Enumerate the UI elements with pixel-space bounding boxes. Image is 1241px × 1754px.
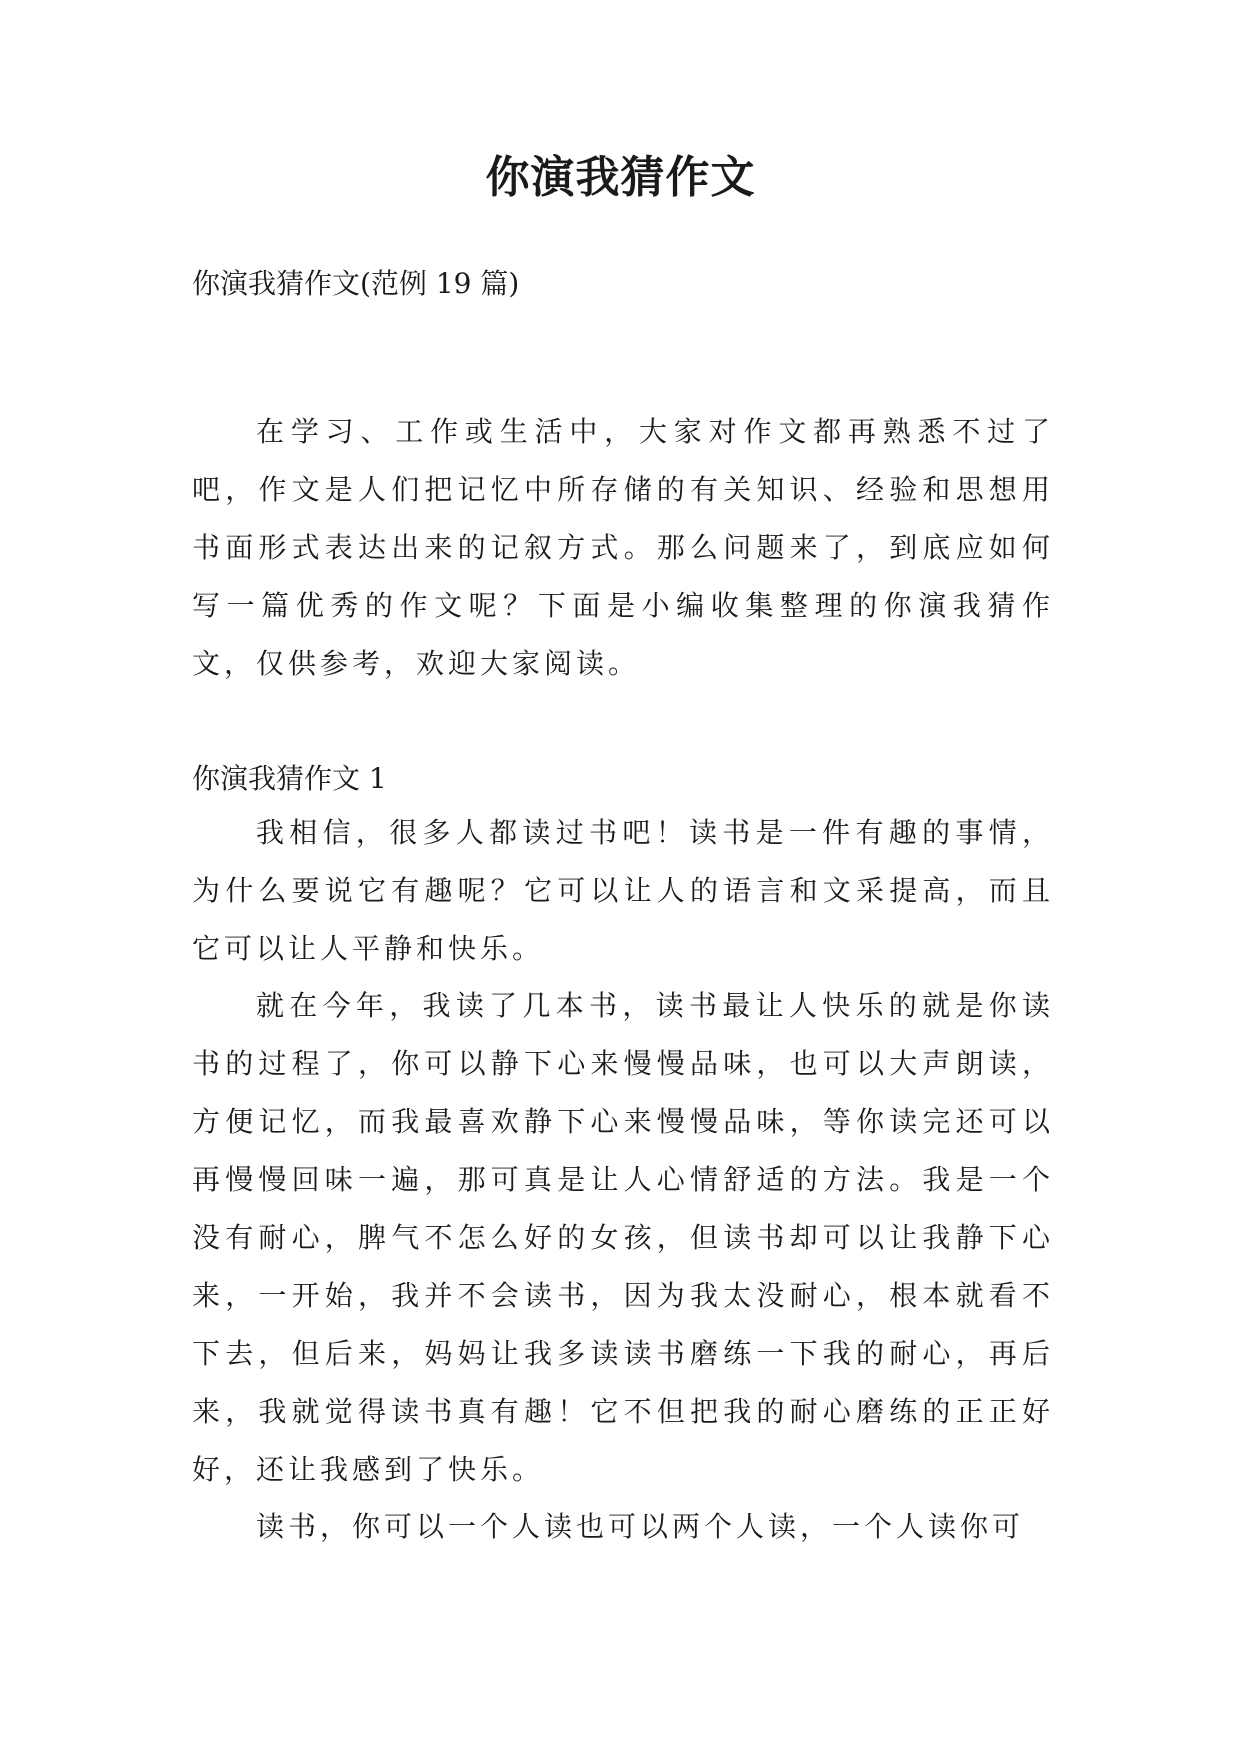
section-heading: 你演我猜作文 1 xyxy=(192,762,387,795)
document-title: 你演我猜作文 xyxy=(485,152,756,203)
intro-paragraph: 在学习、工作或生活中，大家对作文都再熟悉不过了吧，作文是人们把记忆中所存储的有关知识、经验和思想用书面形式表达出来的记叙方式。那么问题来了，到底应如何写一篇优秀的作文呢？下面是小编收集整理的你演我猜作文，仅供参考，欢迎大家阅读。 xyxy=(192,415,1054,680)
body-paragraph: 就在今年，我读了几本书，读书最让人快乐的就是你读书的过程了，你可以静下心来慢慢品味，也可以大声朗读，方便记忆，而我最喜欢静下心来慢慢品味，等你读完还可以再慢慢回味一遍，那可真是让人心情舒适的方法。我是一个没有耐心，脾气不怎么好的女孩，但读书却可以让我静下心来，一开始，我并不会读书，因为我太没耐心，根本就看不下去，但后来，妈妈让我多读读书磨练一下我的耐心，再后来，我就觉得读书真有趣！它不但把我的耐心磨练的正正好好，还让我感到了快乐。 xyxy=(192,989,1054,1486)
body-paragraph: 我相信，很多人都读过书吧！读书是一件有趣的事情，为什么要说它有趣呢？它可以让人的语言和文采提高，而且它可以让人平静和快乐。 xyxy=(192,816,1054,965)
document-subtitle: 你演我猜作文(范例 19 篇) xyxy=(192,267,520,300)
body-paragraph: 读书，你可以一个人读也可以两个人读，一个人读你可 xyxy=(256,1510,1025,1543)
